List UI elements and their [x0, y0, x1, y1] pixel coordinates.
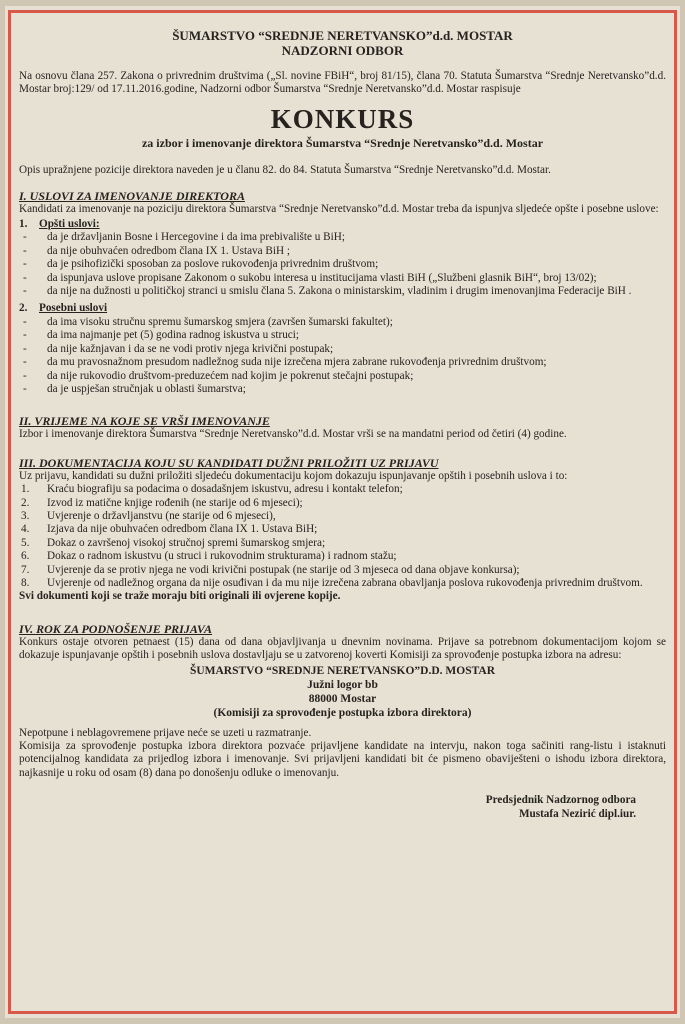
item-number: 6. [21, 550, 30, 563]
org-name: ŠUMARSTVO “SREDNJE NERETVANSKO”d.d. MOSTAR [172, 28, 513, 43]
section-1-intro: Kandidati za imenovanje na poziciju direktora Šumarstva “Srednje Neretvansko”d.d. Mostar treba da ispunjva sljedeće opšte i posebne uslove: [19, 202, 659, 215]
address-line: Južni logor bb [307, 678, 378, 691]
section-4-text: Konkurs ostaje otvoren petnaest (15) dana od dana objavljivanja u dnevnim novinama. Prijave sa potrebnom dokumentacijom kojom se dokazuje ispunjavanje opštih i posebnih uslova dostavljaju se u zatvorenoj koverti Komisiji za sprovođenje postupka izbora na adresu: [19, 635, 666, 662]
item-text: Uvjerenje o državljanstvu (ne starije od 6 mjeseci), [47, 509, 276, 522]
special-conditions-heading [19, 302, 666, 315]
notice-content [19, 28, 666, 1008]
address-line: (Komisiji za sprovođenje postupka izbora direktora) [213, 706, 472, 719]
list-item: - da nije kažnjavan i da se ne vodi protiv njega krivični postupak; [19, 343, 666, 356]
section-2-heading: II. VRIJEME NA KOJE SE VRŠI IMENOVANJE [19, 414, 270, 429]
list-item: - da nije rukovodio društvom-preduzećem nad kojim je pokrenut stečajni postupak; [19, 370, 666, 383]
general-conditions-list [19, 231, 666, 298]
list-item [19, 497, 666, 510]
document-title: KONKURS [270, 103, 415, 134]
item-text: Dokaz o završenoj visokoj stručnoj spremi šumarskog smjera; [47, 536, 326, 549]
general-conditions-heading [19, 218, 666, 231]
list-item: - da je državljanin Bosne i Hercegovine i da ima prebivalište u BiH; [19, 231, 666, 244]
list-item: - da nije obuhvaćen odredbom člana IX 1. Ustava BiH ; [19, 245, 666, 258]
list-item: - da ispunjava uslove propisane Zakonom o sukobu interesa u institucijama vlasti BiH („Službeni glasnik BiH“, broj 13/02); [19, 272, 666, 285]
closing-line-1: Nepotpune i neblagovremene prijave neće se uzeti u razmatranje. [19, 726, 312, 739]
item-number: 1. [21, 483, 30, 496]
special-conditions-label: Posebni uslovi [39, 302, 108, 315]
list-item [19, 510, 666, 523]
item-number: 7. [21, 563, 30, 576]
signature-role: Predsjednik Nadzornog odbora [485, 794, 636, 807]
special-conditions-number: 2. [19, 302, 28, 315]
item-text: Izvod iz matične knjige rođenih (ne starije od 6 mjeseci); [47, 496, 303, 509]
newspaper-page [5, 6, 680, 1018]
item-text: Uvjerenje od nadležnog organa da nije osuđivan i da mu nije izrečena zabrana obavljanja poslova rukovođenja privrednim društvom. [47, 576, 643, 589]
list-item: - da je uspješan stručnjak u oblasti šumarstva; [19, 383, 666, 396]
intro-paragraph: Na osnovu člana 257. Zakona o privrednim društvima („Sl. novine FBiH“, broj 81/15), člana 70. Statuta Šumarstva “Srednje Neretvansko”d.d. Mostar broj:129/ od 17.11.2016.godine, Nadzorni odbor Šumarstva “Srednje Neretvansko”d.d. Mostar raspisuje [19, 70, 666, 96]
item-text: Izjava da nije obuhvaćen odredbom člana IX 1. Ustava BiH; [47, 523, 318, 536]
signature-block [19, 794, 666, 821]
general-conditions-number: 1. [19, 218, 28, 231]
list-item [19, 523, 666, 536]
address-line: ŠUMARSTVO “SREDNJE NERETVANSKO”D.D. MOSTAR [189, 664, 496, 677]
section-2-text: Izbor i imenovanje direktora Šumarstva “Srednje Neretvansko”d.d. Mostar vrši se na mandatni period od četiri (4) godine. [19, 428, 567, 441]
list-item: - da ima visoku stručnu spremu šumarskog smjera (završen šumarski fakultet); [19, 316, 666, 329]
special-conditions-list [19, 316, 666, 396]
list-item [19, 483, 666, 496]
section-4-heading: IV. ROK ZA PODNOŠENJE PRIJAVA [19, 621, 213, 636]
list-item [19, 564, 666, 577]
closing-paragraph: Komisija za sprovođenje postupka izbora direktora pozvaće prijavljene kandidate na intervju, nakon toga sačiniti rang-listu i istaknuti potencijalnog kandidata za prijedlog izbora i imenovanje. Svi prijavljeni kandidati bit će pismeno obaviješteni o ishodu izbora direktora, najkasnije u roku od osam (8) dana po donošenju odluke o imenovanju. [19, 740, 666, 779]
item-number: 5. [21, 536, 30, 549]
address-block [19, 664, 666, 720]
list-item: - da nije na dužnosti u političkoj stranci u smislu člana 5. Zakona o ministarskim, vladinim i drugim imenovanjima Federacije BiH . [19, 285, 666, 298]
section-1-heading: I. USLOVI ZA IMENOVANJE DIREKTORA [19, 188, 245, 203]
item-number: 4. [21, 523, 30, 536]
section-3-intro: Uz prijavu, kandidati su dužni priložiti sljedeću dokumentaciju kojom dokazuju ispunjavanje opštih i posebnih uslova i to: [19, 469, 568, 482]
list-item: - da ima najmanje pet (5) godina radnog iskustva u struci; [19, 329, 666, 342]
list-item [19, 550, 666, 563]
section-3-heading: III. DOKUMENTACIJA KOJU SU KANDIDATI DUŽNI PRILOŽITI UZ PRIJAVU [19, 455, 439, 470]
documents-note: Svi dokumenti koji se traže moraju biti originali ili ovjerene kopije. [19, 590, 341, 603]
item-text: Uvjerenje da se protiv njega ne vodi krivični postupak (ne starije od 3 mjeseca od dana objave konkursa); [47, 563, 520, 576]
document-subtitle: za izbor i imenovanje direktora Šumarstva “Srednje Neretvansko”d.d. Mostar [141, 135, 544, 150]
list-item: - da je psihofizički sposoban za poslove rukovođenja privrednim društvom; [19, 258, 666, 271]
list-item [19, 577, 666, 590]
general-conditions-label: Opšti uslovi: [39, 218, 100, 231]
item-number: 3. [21, 509, 30, 522]
list-item [19, 537, 666, 550]
position-description: Opis upražnjene pozicije direktora naveden je u članu 82. do 84. Statuta Šumarstva “Srednje Neretvansko”d.d. Mostar. [19, 164, 551, 177]
address-line: 88000 Mostar [308, 692, 377, 705]
item-text: Kraću biografiju sa podacima o dosadašnjem iskustvu, adresu i kontakt telefon; [47, 483, 403, 496]
item-text: Dokaz o radnom iskustvu (u struci i rukovodnim strukturama) i radnom stažu; [47, 550, 397, 563]
item-number: 8. [21, 576, 30, 589]
list-item: - da mu pravosnažnom presudom nadležnog suda nije izrečena mjera zabrane rukovođenja privrednim društvom; [19, 356, 666, 369]
board-name: NADZORNI ODBOR [281, 43, 404, 58]
signature-name: Mustafa Nezirić dipl.iur. [518, 807, 636, 820]
documents-list [19, 483, 666, 590]
item-number: 2. [21, 496, 30, 509]
